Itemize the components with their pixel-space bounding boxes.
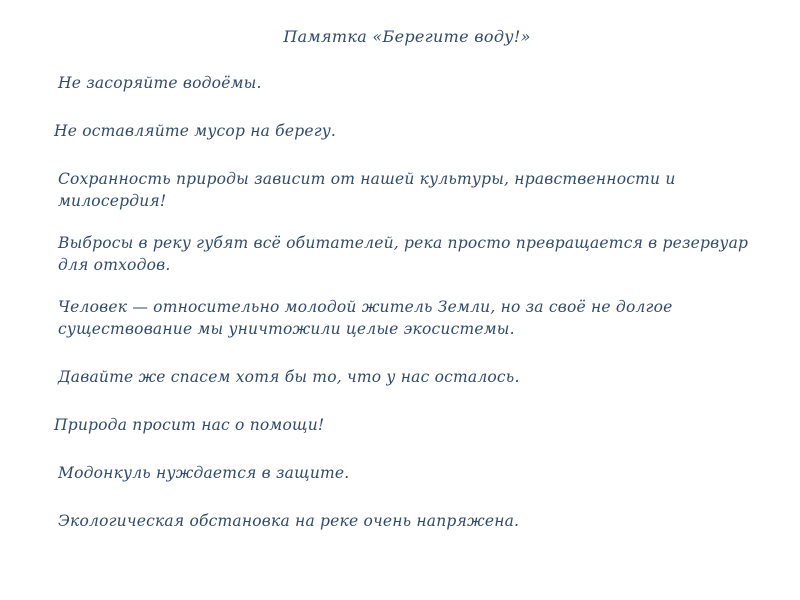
memo-item-8: Модонкуль нуждается в защите. [58, 464, 350, 482]
memo-item-5: Человек — относительно молодой житель Земли, но за своё не долгое существование мы уничтожили целые экосистемы. [58, 298, 673, 338]
memo-item-2: Не оставляйте мусор на берегу. [54, 122, 337, 140]
page-title: Памятка «Берегите воду!» [283, 27, 531, 46]
memo-item-3: Сохранность природы зависит от нашей культуры, нравственности и милосердия! [58, 170, 676, 210]
memo-item-7: Природа просит нас о помощи! [54, 416, 325, 434]
memo-item-4: Выбросы в реку губят всё обитателей, река просто превращается в резервуар для отходов. [58, 234, 749, 274]
memo-list [54, 72, 760, 532]
memo-item-9: Экологическая обстановка на реке очень напряжена. [58, 512, 520, 530]
memo-item-6: Давайте же спасем хотя бы то, что у нас осталось. [58, 368, 520, 386]
memo-item-1: Не засоряйте водоёмы. [58, 74, 262, 92]
